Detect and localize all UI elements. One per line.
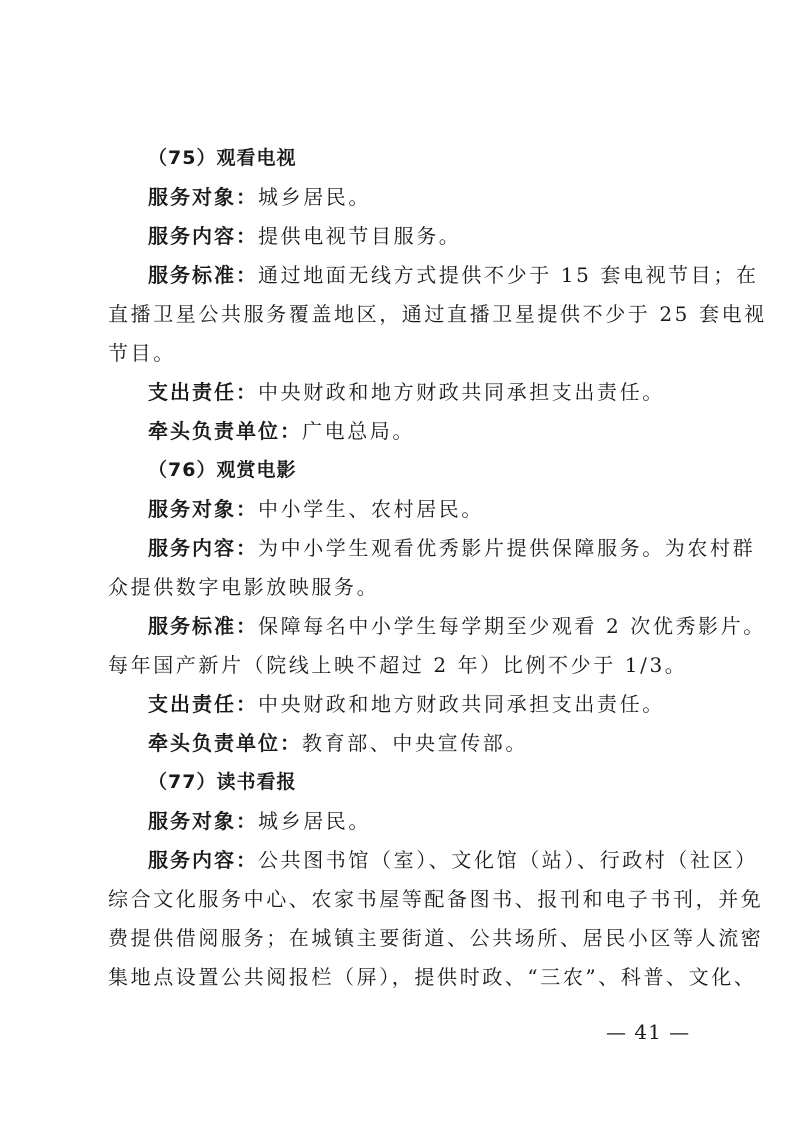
expense-text: 中央财政和地方财政共同承担支出责任。 [258, 380, 665, 404]
section-77-content-line-4: 集地点设置公共阅报栏（屏），提供时政、“三农”、科普、文化、 [108, 965, 757, 989]
section-76-target [148, 495, 484, 523]
lead-label: 牵头负责单位： [148, 731, 302, 755]
section-75-target [148, 183, 371, 211]
standard-label: 服务标准： [148, 263, 258, 287]
section-76-standard-line-2: 每年国产新片（院线上映不超过 2 年）比例不少于 1/3。 [108, 653, 688, 677]
section-76-lead [148, 729, 528, 757]
section-75-heading: （75）观看电视 [148, 147, 297, 169]
content-text-line-1: 为中小学生观看优秀影片提供保障服务。为农村群 [258, 536, 756, 560]
section-76-content-line-2: 众提供数字电影放映服务。 [108, 575, 380, 599]
expense-label: 支出责任： [148, 380, 258, 404]
section-75-standard-line-2: 直播卫星公共服务覆盖地区，通过直播卫星提供不少于 25 套电视 [108, 302, 767, 326]
section-77-content [148, 846, 758, 874]
content-text-line-1: 公共图书馆（室）、文化馆（站）、行政村（社区） [258, 848, 758, 872]
standard-text-line-1: 通过地面无线方式提供不少于 15 套电视节目；在 [258, 263, 759, 287]
expense-label: 支出责任： [148, 692, 258, 716]
content-label: 服务内容： [148, 848, 258, 872]
section-75-standard [148, 261, 759, 289]
section-77-target [148, 807, 371, 835]
section-76-content [148, 534, 755, 562]
content-label: 服务内容： [148, 536, 258, 560]
content-text: 提供电视节目服务。 [258, 224, 462, 248]
target-label: 服务对象： [148, 809, 258, 833]
section-77-content-line-3: 费提供借阅服务；在城镇主要街道、公共场所、居民小区等人流密 [108, 926, 764, 950]
standard-text-line-1: 保障每名中小学生每学期至少观看 2 次优秀影片。 [258, 614, 766, 638]
target-text: 城乡居民。 [258, 809, 371, 833]
standard-label: 服务标准： [148, 614, 258, 638]
target-text: 中小学生、农村居民。 [258, 497, 484, 521]
lead-text: 教育部、中央宣传部。 [302, 731, 528, 755]
target-label: 服务对象： [148, 185, 258, 209]
section-76-standard [148, 612, 766, 640]
lead-text: 广电总局。 [302, 419, 415, 443]
section-75-lead [148, 417, 415, 445]
lead-label: 牵头负责单位： [148, 419, 302, 443]
expense-text: 中央财政和地方财政共同承担支出责任。 [258, 692, 665, 716]
content-label: 服务内容： [148, 224, 258, 248]
section-75-standard-line-3: 节目。 [108, 341, 176, 365]
section-76-heading: （76）观赏电影 [148, 459, 297, 481]
section-76-expense [148, 690, 665, 718]
section-77-heading: （77）读书看报 [148, 771, 297, 793]
section-77-content-line-2: 综合文化服务中心、农家书屋等配备图书、报刊和电子书刊，并免 [108, 887, 764, 911]
target-label: 服务对象： [148, 497, 258, 521]
section-75-content [148, 222, 461, 250]
section-75-expense [148, 378, 665, 406]
page-number: — 41 — [606, 1020, 691, 1044]
target-text: 城乡居民。 [258, 185, 371, 209]
